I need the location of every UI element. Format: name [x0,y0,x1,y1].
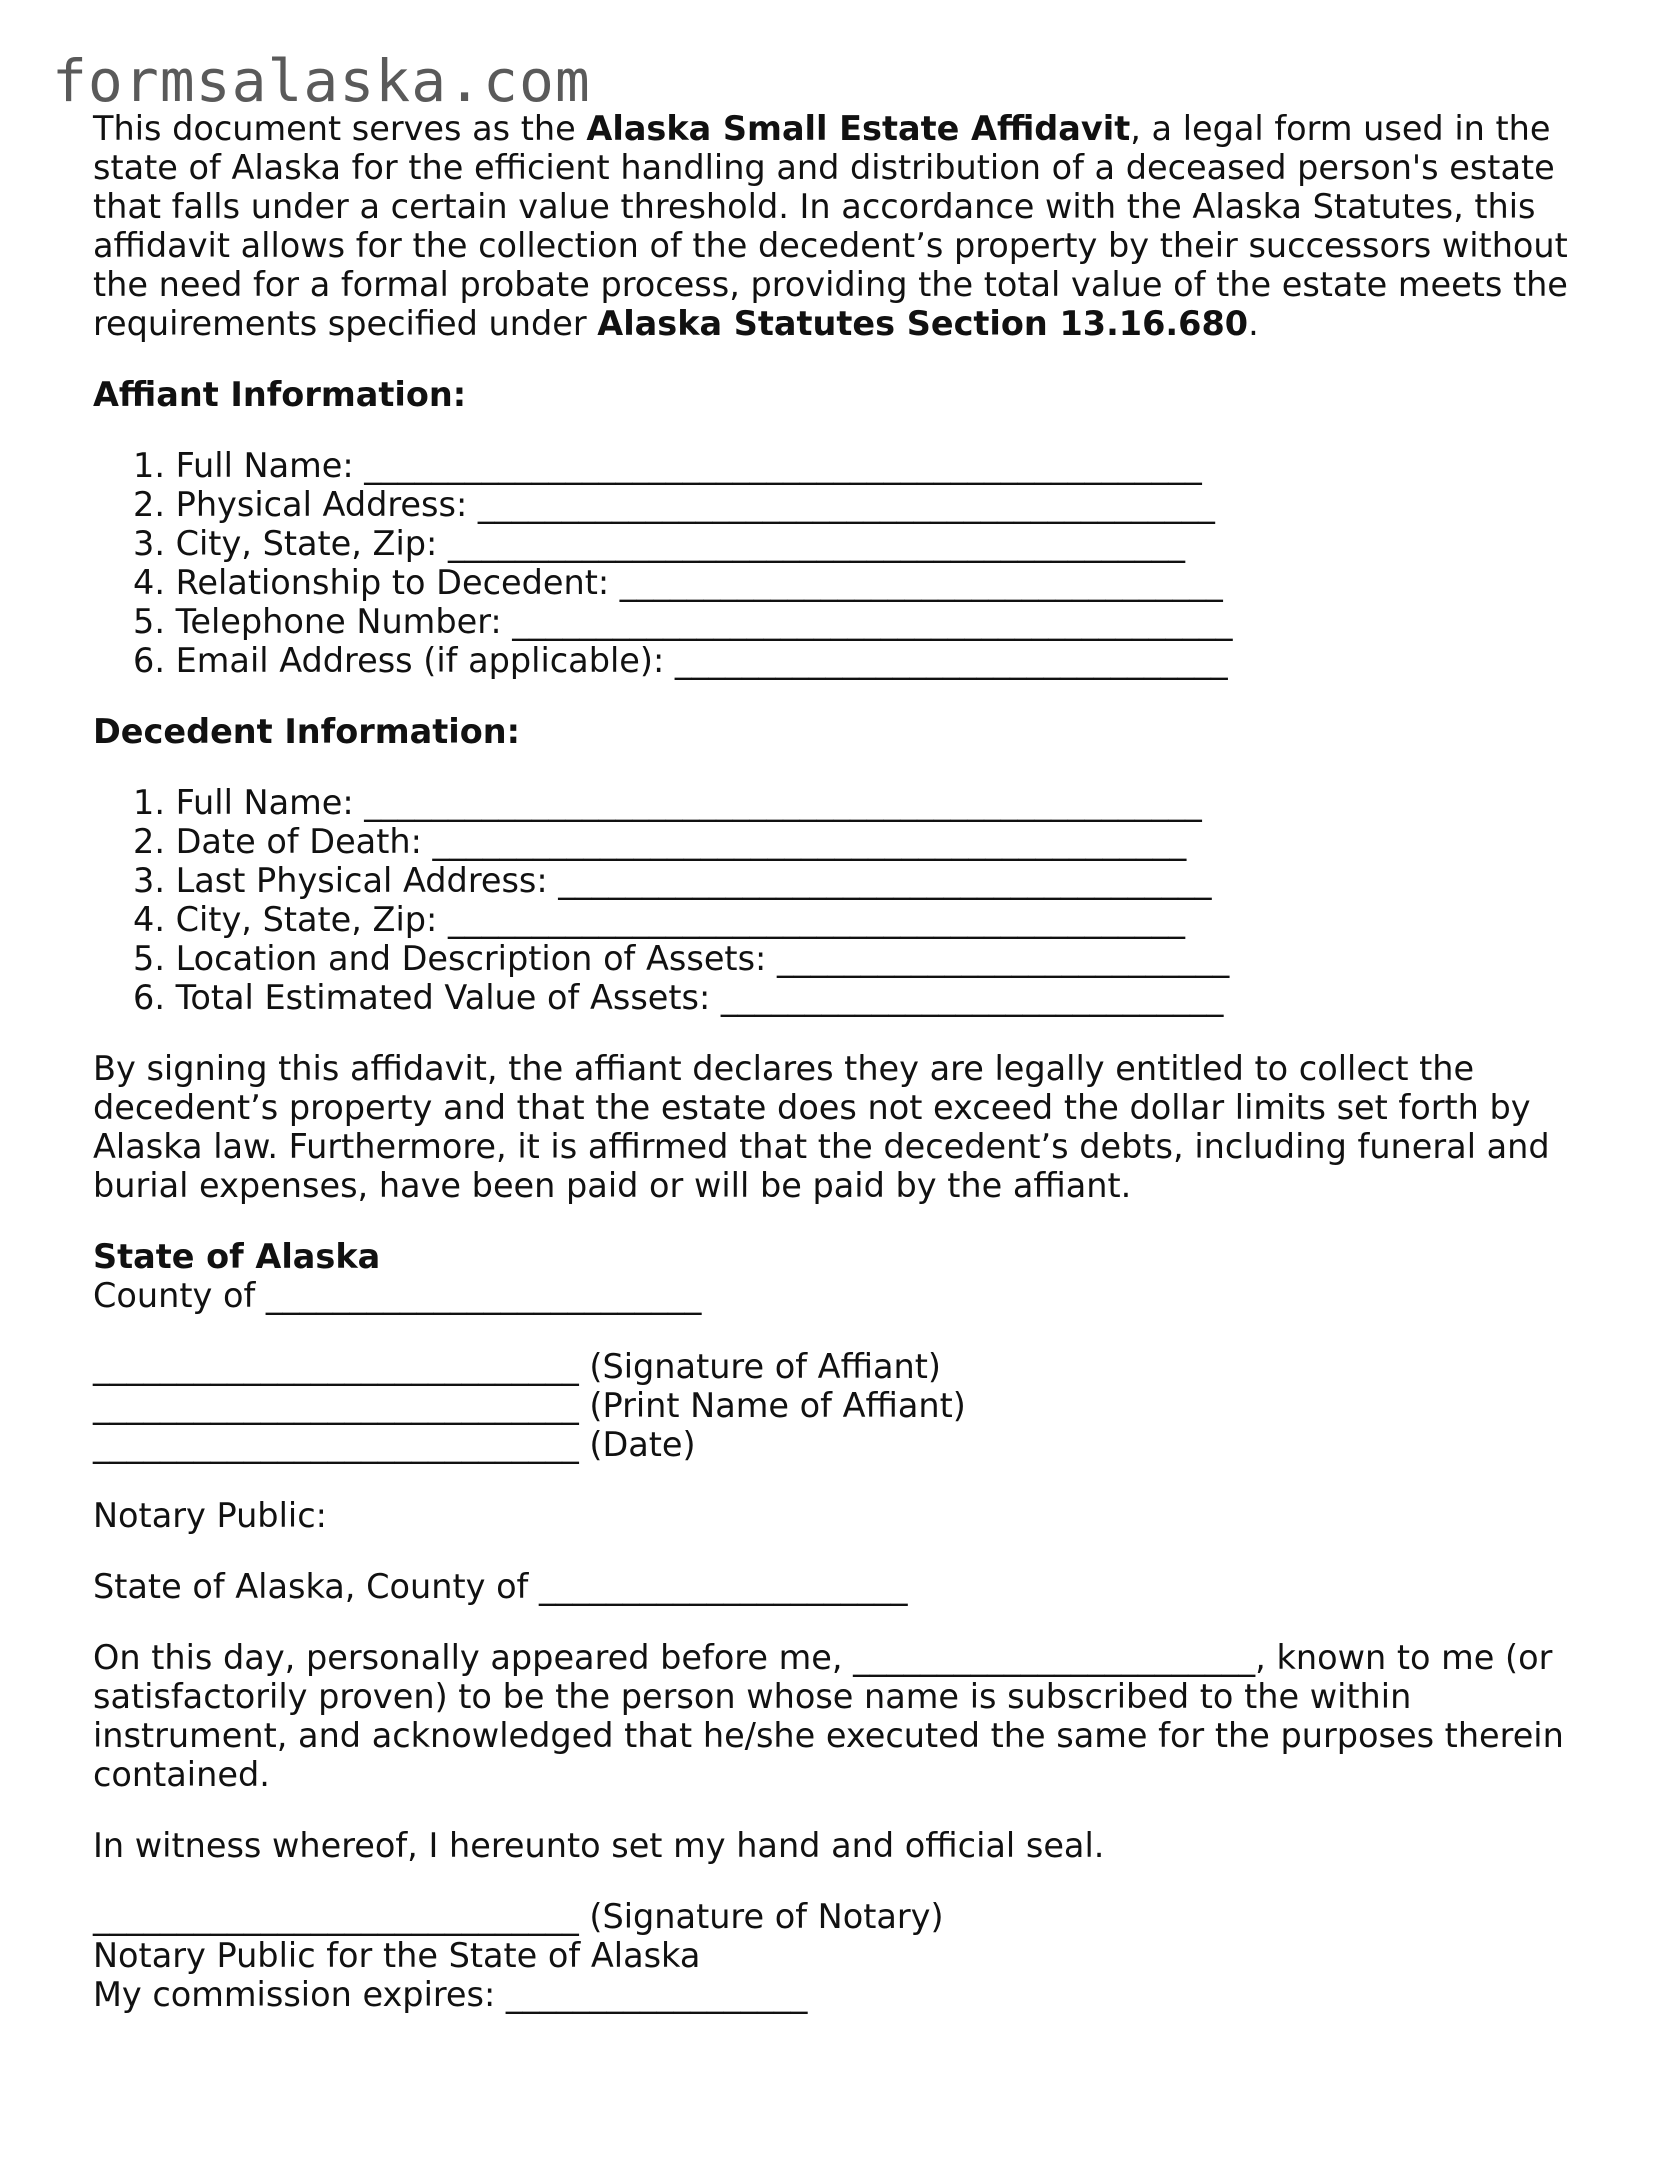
notary-county-field[interactable]: State of Alaska, County of ______________________ [93,1567,908,1606]
notary-label: Notary Public: [93,1496,327,1535]
affiant-print-name-line[interactable]: _____________________________ (Print Name of Affiant) [93,1386,966,1425]
commission-expires-field[interactable]: My commission expires: __________________ [93,1975,808,2014]
notary-witness-statement: In witness whereof, I hereunto set my hand and official seal. [93,1826,1105,1865]
form-title: Alaska Small Estate Affidavit [586,109,1131,148]
affiant-signature-line[interactable]: _____________________________ (Signature of Affiant) [93,1347,941,1386]
affiant-relationship-field[interactable]: 4. Relationship to Decedent: ____________________________________ [133,563,1223,602]
document-body [93,109,1603,2014]
state-heading: State of Alaska [93,1237,381,1276]
affiant-email-field[interactable]: 6. Email Address (if applicable): _________________________________ [133,641,1228,680]
decedent-city-field[interactable]: 4. City, State, Zip: ____________________________________________ [133,900,1185,939]
decedent-address-field[interactable]: 3. Last Physical Address: _______________________________________ [133,861,1212,900]
decedent-assets-field[interactable]: 5. Location and Description of Assets: ___________________________ [133,939,1230,978]
declaration-paragraph: By signing this affidavit, the affiant declares they are legally entitled to collect the decedent’s property and that the estate does not exceed the dollar limits set forth by Alaska law. Furthermore, it is affirmed that the decedent’s debts, including funeral and burial expenses, have been paid or will be paid by the affiant. [93,1049,1550,1205]
notary-title: Notary Public for the State of Alaska [93,1936,701,1975]
affiant-fields [93,446,1603,680]
affiant-heading: Affiant Information: [93,375,467,414]
notary-appeared-paragraph: On this day, personally appeared before me, ________________________, known to me (or satisfactorily proven) to be the person whose name is subscribed to the within instrument, and acknowledged that he/she executed the same for the purposes therein contained. [93,1638,1564,1794]
signature-block [93,1347,1603,1464]
affiant-phone-field[interactable]: 5. Telephone Number: ___________________________________________ [133,602,1233,641]
intro-text: , a legal form used in the state of Alaska for the efficient handling and distribution of a deceased person's estate that falls under a certain value threshold. In accordance with the Alaska Statutes, this affidavit allows for the collection of the decedent’s property by their successors without the need for a formal probate process, providing the total value of the estate meets the requirements specified under [93,109,1568,343]
decedent-value-field[interactable]: 6. Total Estimated Value of Assets: ______________________________ [133,978,1224,1017]
county-field[interactable]: County of __________________________ [93,1276,702,1315]
notary-block [93,1897,1603,2014]
intro-text: This document serves as the [93,109,587,148]
decedent-full-name-field[interactable]: 1. Full Name: __________________________________________________ [133,783,1202,822]
decedent-heading: Decedent Information: [93,712,521,751]
date-line[interactable]: _____________________________ (Date) [93,1425,696,1464]
decedent-date-of-death-field[interactable]: 2. Date of Death: _____________________________________________ [133,822,1187,861]
decedent-fields [93,783,1603,1017]
affiant-city-field[interactable]: 3. City, State, Zip: ____________________________________________ [133,524,1185,563]
intro-paragraph [93,109,1603,343]
intro-text: . [1248,304,1259,343]
watermark: formsalaska.com [52,47,591,115]
affiant-full-name-field[interactable]: 1. Full Name: __________________________________________________ [133,446,1202,485]
statute-reference: Alaska Statutes Section 13.16.680 [597,304,1249,343]
state-block [93,1237,1603,1315]
affiant-address-field[interactable]: 2. Physical Address: ____________________________________________ [133,485,1215,524]
notary-signature-line[interactable]: _____________________________ (Signature of Notary) [93,1897,944,1936]
